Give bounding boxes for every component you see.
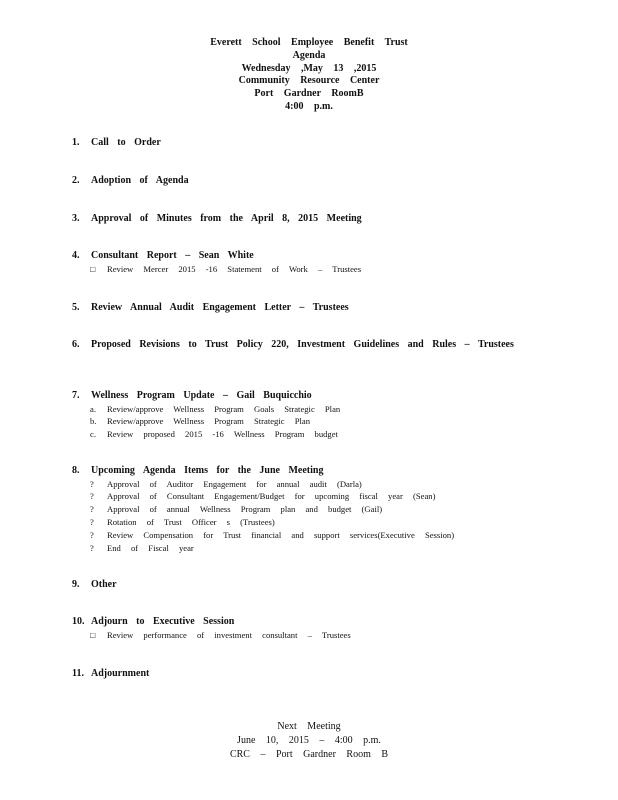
agenda-item-title: Call to Order bbox=[91, 137, 161, 148]
bullet-icon: ? bbox=[90, 478, 94, 489]
agenda-item-heading bbox=[72, 137, 542, 150]
agenda-item-number: 5. bbox=[72, 302, 80, 313]
agenda-item bbox=[72, 465, 542, 554]
agenda-item-number: 3. bbox=[72, 213, 80, 224]
agenda-item bbox=[72, 579, 542, 592]
agenda-item bbox=[72, 250, 542, 275]
bullet-icon: a. bbox=[90, 403, 96, 414]
agenda-item-title: Adjournment bbox=[91, 668, 150, 679]
meeting-time: 4:00 p.m. bbox=[285, 100, 333, 112]
next-meeting-footer bbox=[0, 720, 618, 762]
agenda-item bbox=[72, 339, 542, 352]
agenda-item-title: Adoption of Agenda bbox=[91, 175, 189, 186]
next-meeting-label: Next Meeting bbox=[277, 721, 341, 732]
agenda-item bbox=[72, 213, 542, 226]
agenda-subitems bbox=[90, 403, 542, 441]
bullet-icon: □ bbox=[90, 263, 96, 274]
agenda-item-title: Wellness Program Update – Gail Buquicchio bbox=[91, 390, 312, 401]
agenda-subitem bbox=[90, 629, 542, 642]
document-title: Agenda bbox=[292, 49, 326, 61]
agenda-subitem-text: Review Compensation for Trust financial and support services(Executive Session) bbox=[107, 529, 455, 540]
agenda-subitem bbox=[90, 478, 542, 491]
agenda-subitem-text: Review/approve Wellness Program Goals Strategic Plan bbox=[107, 403, 341, 414]
next-meeting-location: CRC – Port Gardner Room B bbox=[229, 749, 389, 760]
agenda-subitem bbox=[90, 490, 542, 503]
agenda-item-title: Review Annual Audit Engagement Letter – Trustees bbox=[91, 302, 349, 313]
agenda-item bbox=[72, 390, 542, 441]
agenda-item-heading bbox=[72, 616, 542, 629]
agenda-subitem-text: End of Fiscal year bbox=[107, 542, 194, 553]
agenda-subitem-text: Review/approve Wellness Program Strategic Plan bbox=[107, 416, 310, 427]
agenda-item-heading bbox=[72, 668, 542, 681]
bullet-icon: ? bbox=[90, 504, 94, 515]
bullet-icon: ? bbox=[90, 516, 94, 527]
agenda-item-heading bbox=[72, 579, 542, 592]
agenda-subitem-text: Approval of annual Wellness Program plan and budget (Gail) bbox=[107, 504, 383, 515]
agenda-subitem bbox=[90, 542, 542, 555]
agenda-item bbox=[72, 616, 542, 641]
agenda-subitem bbox=[90, 503, 542, 516]
agenda-item-title: Other bbox=[91, 579, 117, 590]
bullet-icon: ? bbox=[90, 542, 94, 553]
agenda-subitem-text: Review performance of investment consultant – Trustees bbox=[107, 629, 351, 640]
meeting-room: Port Gardner RoomB bbox=[254, 88, 364, 100]
agenda-item-number: 8. bbox=[72, 465, 80, 476]
agenda-item-number: 7. bbox=[72, 390, 80, 401]
agenda-item bbox=[72, 302, 542, 315]
meeting-date: Wednesday ,May 13 ,2015 bbox=[241, 62, 377, 74]
agenda-subitem-text: Review proposed 2015 -16 Wellness Program budget bbox=[107, 429, 338, 440]
agenda-item-heading bbox=[72, 339, 542, 352]
agenda-subitems bbox=[90, 629, 542, 642]
agenda-item-title: Adjourn to Executive Session bbox=[91, 616, 235, 627]
agenda-item-number: 6. bbox=[72, 339, 80, 350]
agenda-item bbox=[72, 668, 542, 681]
agenda-item-heading bbox=[72, 390, 542, 403]
meeting-location: Community Resource Center bbox=[238, 75, 380, 87]
agenda-item-heading bbox=[72, 250, 542, 263]
agenda-item-title: Proposed Revisions to Trust Policy 220, Investment Guidelines and Rules – Trustees bbox=[91, 339, 514, 350]
agenda-subitem bbox=[90, 263, 542, 276]
agenda-item-heading bbox=[72, 175, 542, 188]
agenda-subitems bbox=[90, 478, 542, 555]
agenda-subitem bbox=[90, 529, 542, 542]
bullet-icon: ? bbox=[90, 491, 94, 502]
bullet-icon: c. bbox=[90, 429, 96, 440]
agenda-item bbox=[72, 137, 542, 150]
bullet-icon: b. bbox=[90, 416, 97, 427]
agenda-subitem bbox=[90, 516, 542, 529]
agenda-subitem-text: Review Mercer 2015 -16 Statement of Work – Trustees bbox=[107, 263, 362, 274]
agenda-subitem-text: Rotation of Trust Officer s (Trustees) bbox=[107, 516, 275, 527]
agenda-item-number: 10. bbox=[72, 616, 85, 627]
agenda-subitems bbox=[90, 263, 542, 276]
next-meeting-date: June 10, 2015 – 4:00 p.m. bbox=[237, 735, 381, 746]
agenda-item-number: 2. bbox=[72, 175, 80, 186]
agenda-item-heading bbox=[72, 213, 542, 226]
agenda-header bbox=[0, 37, 618, 114]
agenda-subitem bbox=[90, 415, 542, 428]
agenda-item-number: 11. bbox=[72, 668, 84, 679]
agenda-item-heading bbox=[72, 465, 542, 478]
bullet-icon: □ bbox=[90, 629, 96, 640]
bullet-icon: ? bbox=[90, 529, 94, 540]
agenda-item-title: Upcoming Agenda Items for the June Meeting bbox=[91, 465, 324, 476]
agenda-subitem-text: Approval of Auditor Engagement for annual audit (Darla) bbox=[107, 478, 362, 489]
agenda-item-title: Approval of Minutes from the April 8, 2015 Meeting bbox=[91, 213, 362, 224]
agenda-item-heading bbox=[72, 302, 542, 315]
agenda-item-number: 4. bbox=[72, 250, 80, 261]
agenda-item-number: 1. bbox=[72, 137, 80, 148]
agenda-subitem bbox=[90, 403, 542, 416]
agenda-item-title: Consultant Report – Sean White bbox=[91, 250, 254, 261]
agenda-subitem-text: Approval of Consultant Engagement/Budget for upcoming fiscal year (Sean) bbox=[107, 491, 436, 502]
agenda-item bbox=[72, 175, 542, 188]
agenda-item-number: 9. bbox=[72, 579, 80, 590]
organization-name: Everett School Employee Benefit Trust bbox=[210, 37, 408, 48]
agenda-subitem bbox=[90, 428, 542, 441]
